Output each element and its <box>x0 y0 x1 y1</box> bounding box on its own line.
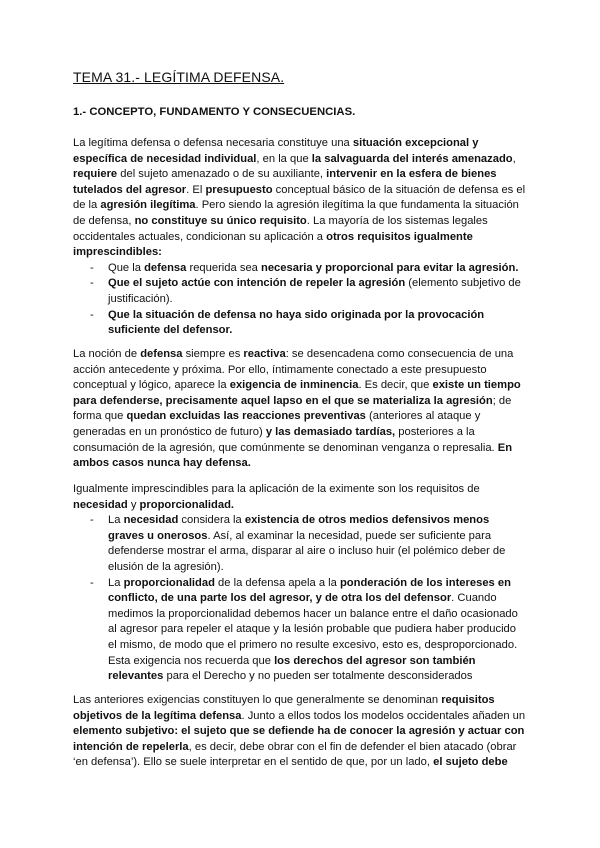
requisites-list <box>73 513 527 685</box>
paragraph-concept <box>73 136 527 339</box>
list-item: - La proporcionalidad de la defensa apela a la ponderación de los intereses en conflicto, de una parte los del agresor, y de otra los del defensor. Cuando medimos la proporcionalidad debemos hacer un balance entre el daño ocasionado al agresor para repeler el ataque y la lesión probable que pudiera haber producido el mismo, de modo que el primero no resulte excesivo, esto es, desproporcionado. Esta exigencia nos recuerda que los derechos del agresor son también relevantes para el Derecho y no pueden ser totalmente desconsiderados <box>73 576 527 685</box>
page-title: TEMA 31.- LEGÍTIMA DEFENSA. <box>73 69 285 85</box>
list-item: - Que la situación de defensa no haya sido originada por la provocación suficiente del defensor. <box>73 308 527 339</box>
paragraph-text: La legítima defensa o defensa necesaria constituye una situación excepcional y específica de necesidad individual, en la que la salvaguarda del interés amenazado, requiere del sujeto amenazado o de su auxiliante, intervenir en la esfera de bienes tutelados del agresor. El presupuesto conceptual básico de la situación de defensa es el de la agresión ilegítima. Pero siendo la agresión ilegítima la que fundamenta la situación de defensa, no constituye su único requisito. La mayoría de los sistemas legales occidentales actuales, condicionan su aplicación a otros requisitos igualmente imprescindibles: <box>73 137 526 259</box>
list-item: - Que el sujeto actúe con intención de repeler la agresión (elemento subjetivo de justificación). <box>73 276 527 307</box>
paragraph-necesidad-proporcionalidad <box>73 482 527 685</box>
requirements-list <box>73 261 527 339</box>
list-item: - Que la defensa requerida sea necesaria y proporcional para evitar la agresión. <box>73 261 527 277</box>
paragraph-text: La noción de defensa siempre es reactiva: se desencadena como consecuencia de una acción antecedente y próxima. Por ello, íntimamente conectado a este presupuesto conceptual y lógico, aparece la exigencia de inminencia. Es decir, que existe un tiempo para defenderse, precisamente aquel lapso en el que se materializa la agresión; de forma que quedan excluidas las reacciones preventivas (anteriores al ataque y generadas en un pronóstico de futuro) y las demasiado tardías, posteriores a la consumación de la agresión, que comúnmente se denominan venganza o represalia. En ambos casos nunca hay defensa. <box>73 348 521 470</box>
list-item: - La necesidad considera la existencia de otros medios defensivos menos graves u onerosos. Así, al examinar la necesidad, puede ser suficiente para defenderse mostrar el arma, disparar al aire o incluso huir (el polémico deber de elusión de la agresión). <box>73 513 527 575</box>
paragraph-text: Las anteriores exigencias constituyen lo que generalmente se denominan requisitos objetivos de la legítima defensa. Junto a ellos todos los modelos occidentales añaden un elemento subjetivo: el sujeto que se defiende ha de conocer la agresión y actuar con intención de repelerla, es decir, debe obrar con el fin de defender el bien atacado (obrar ‘en defensa’). Ello se suele interpretar en el sentido de que, por un lado, el sujeto debe <box>73 694 526 769</box>
section-heading: 1.- CONCEPTO, FUNDAMENTO Y CONSECUENCIAS. <box>73 106 356 118</box>
paragraph-text: Igualmente imprescindibles para la aplicación de la eximente son los requisitos de necesidad y proporcionalidad. <box>73 483 480 511</box>
paragraph-elemento-subjetivo <box>73 693 527 771</box>
paragraph-inminencia <box>73 347 527 472</box>
